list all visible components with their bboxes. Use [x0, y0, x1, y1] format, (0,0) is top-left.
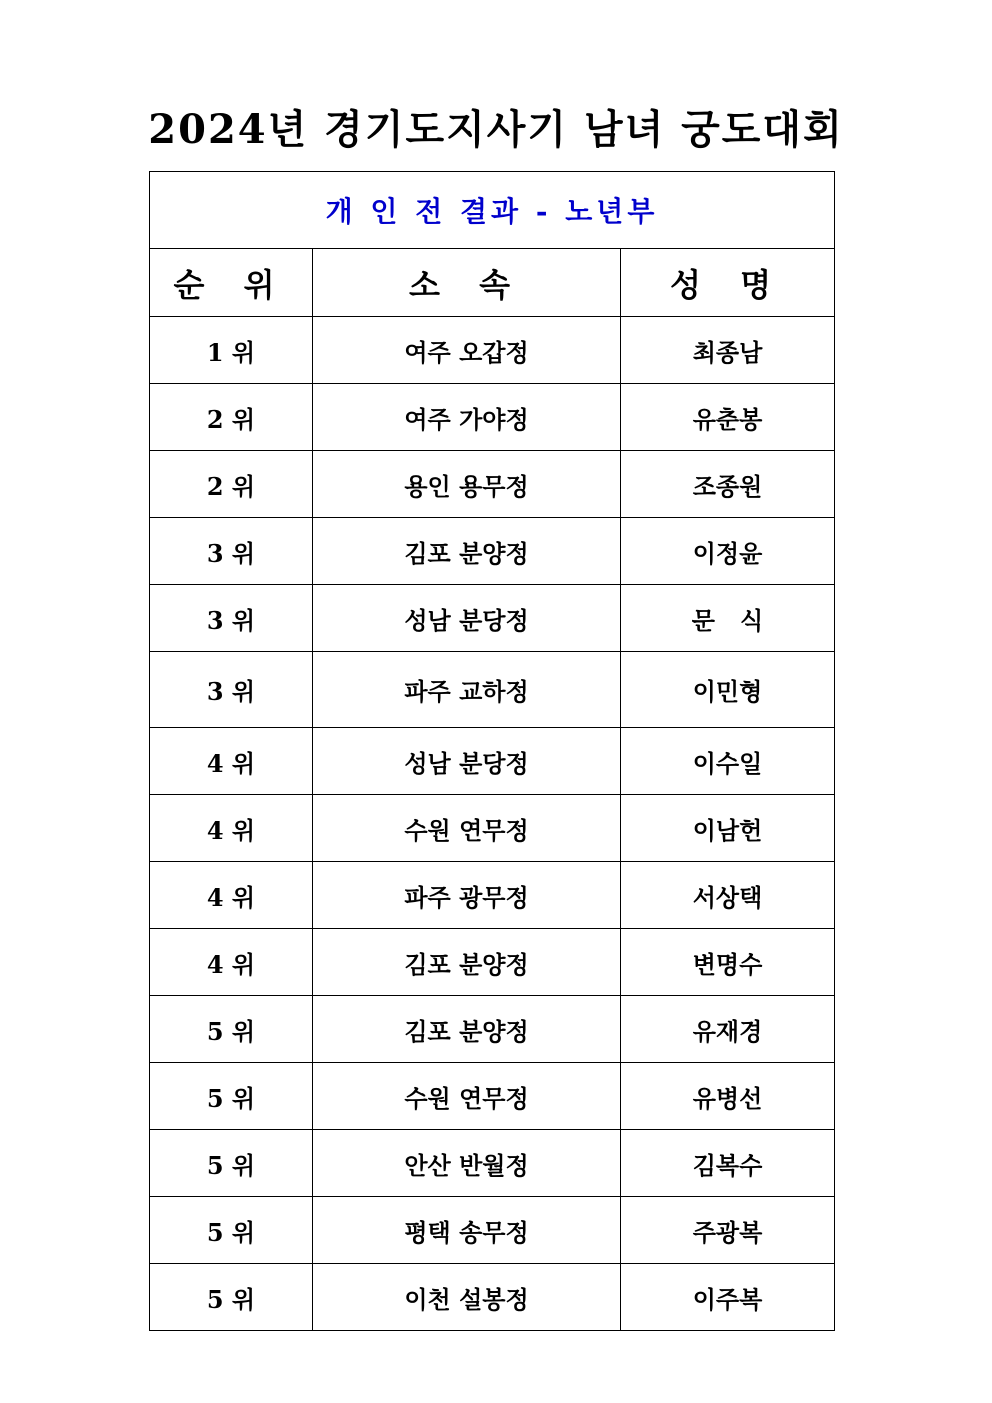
cell-name: 이주복: [621, 1264, 835, 1331]
header-rank: 순 위: [150, 249, 313, 317]
cell-rank: 5 위: [150, 1063, 313, 1130]
cell-club: 이천 설봉정: [313, 1264, 621, 1331]
cell-rank: 4 위: [150, 929, 313, 996]
cell-name: 이정윤: [621, 518, 835, 585]
cell-name: 유재경: [621, 996, 835, 1063]
table-row: [150, 451, 835, 518]
cell-club: 김포 분양정: [313, 929, 621, 996]
cell-club: 수원 연무정: [313, 1063, 621, 1130]
table-row: [150, 1130, 835, 1197]
cell-club: 파주 광무정: [313, 862, 621, 929]
cell-name: 변명수: [621, 929, 835, 996]
cell-rank: 3 위: [150, 652, 313, 728]
table-row: [150, 652, 835, 728]
cell-club: 여주 오갑정: [313, 317, 621, 384]
cell-club: 용인 용무정: [313, 451, 621, 518]
table-row: [150, 996, 835, 1063]
cell-name: 유병선: [621, 1063, 835, 1130]
cell-club: 파주 교하정: [313, 652, 621, 728]
header-name: 성 명: [621, 249, 835, 317]
page-title: 2024년 경기도지사기 남녀 궁도대회: [148, 106, 844, 153]
cell-club: 성남 분당정: [313, 728, 621, 795]
table-row: [150, 1063, 835, 1130]
table-row: [150, 862, 835, 929]
table-row: [150, 728, 835, 795]
cell-rank: 4 위: [150, 795, 313, 862]
table-row: [150, 1197, 835, 1264]
cell-name: 유춘봉: [621, 384, 835, 451]
table-row: [150, 585, 835, 652]
cell-name: 문 식: [621, 585, 835, 652]
cell-name: 이민형: [621, 652, 835, 728]
cell-club: 여주 가야정: [313, 384, 621, 451]
results-table: [149, 171, 835, 1331]
header-row: [150, 249, 835, 317]
cell-rank: 3 위: [150, 518, 313, 585]
cell-rank: 5 위: [150, 996, 313, 1063]
cell-name: 김복수: [621, 1130, 835, 1197]
table-row: [150, 317, 835, 384]
table-row: [150, 929, 835, 996]
cell-name: 주광복: [621, 1197, 835, 1264]
cell-club: 김포 분양정: [313, 518, 621, 585]
table-row: [150, 384, 835, 451]
cell-club: 평택 송무정: [313, 1197, 621, 1264]
cell-name: 최종남: [621, 317, 835, 384]
cell-rank: 1 위: [150, 317, 313, 384]
cell-name: 이수일: [621, 728, 835, 795]
cell-rank: 3 위: [150, 585, 313, 652]
cell-rank: 4 위: [150, 862, 313, 929]
header-club: 소 속: [313, 249, 621, 317]
cell-club: 김포 분양정: [313, 996, 621, 1063]
cell-rank: 4 위: [150, 728, 313, 795]
cell-name: 조종원: [621, 451, 835, 518]
table-subtitle: 개 인 전 결과 - 노년부: [150, 172, 835, 249]
table-row: [150, 518, 835, 585]
cell-club: 성남 분당정: [313, 585, 621, 652]
cell-rank: 5 위: [150, 1264, 313, 1331]
table-row: [150, 1264, 835, 1331]
cell-club: 안산 반월정: [313, 1130, 621, 1197]
cell-rank: 2 위: [150, 451, 313, 518]
cell-rank: 2 위: [150, 384, 313, 451]
cell-rank: 5 위: [150, 1197, 313, 1264]
cell-rank: 5 위: [150, 1130, 313, 1197]
cell-name: 서상택: [621, 862, 835, 929]
subtitle-row: [150, 172, 835, 249]
cell-club: 수원 연무정: [313, 795, 621, 862]
cell-name: 이남헌: [621, 795, 835, 862]
table-row: [150, 795, 835, 862]
